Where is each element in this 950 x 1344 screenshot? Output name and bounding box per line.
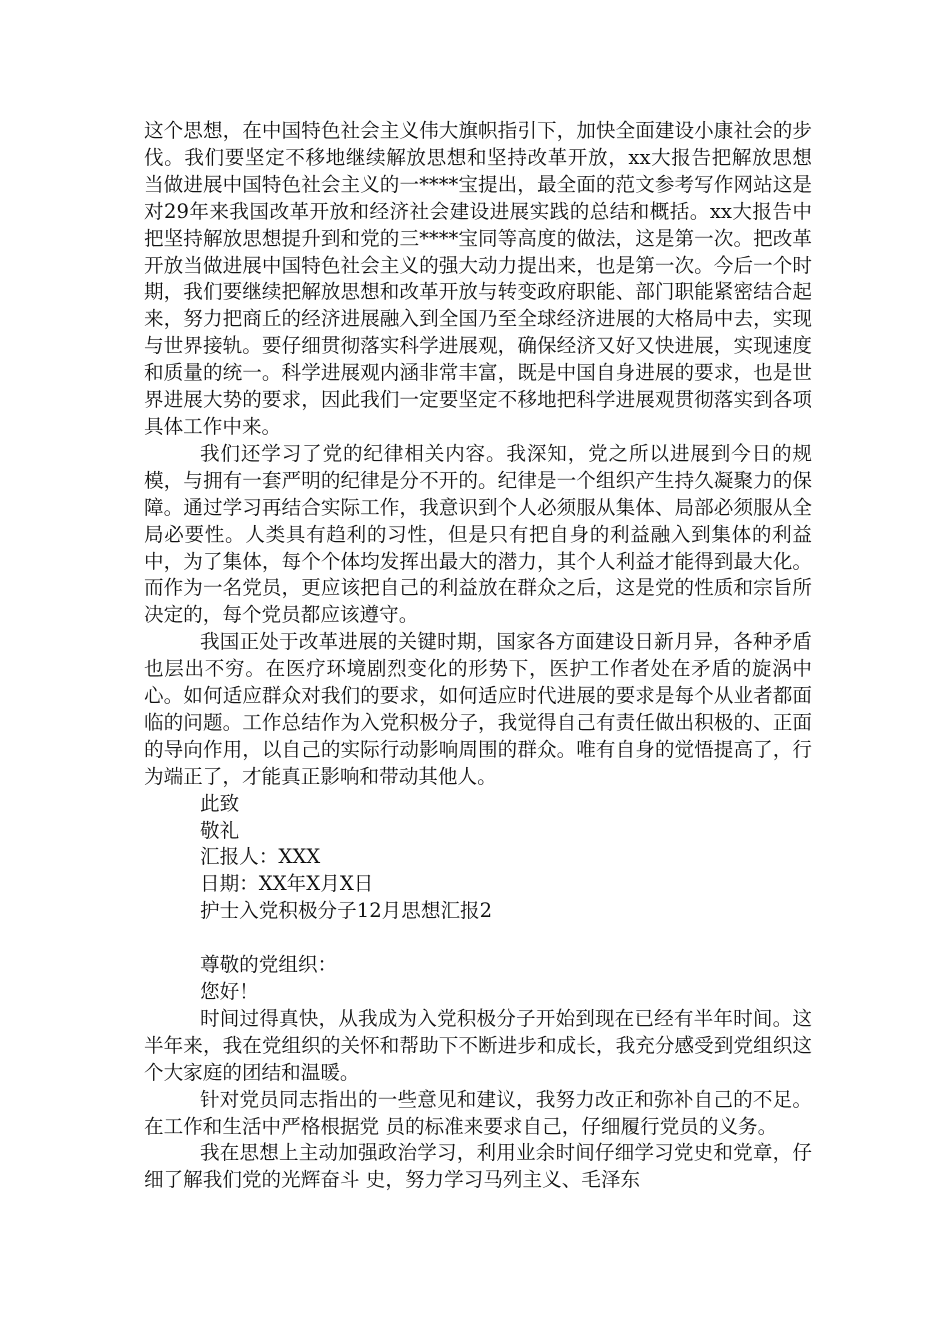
closing-line: 敬礼 — [200, 818, 240, 842]
section-title: 护士入党积极分子12月思想汇报2 — [200, 899, 493, 923]
document-page — [144, 118, 812, 1194]
reporter-line: 汇报人：XXX — [200, 845, 321, 869]
greeting: 您好！ — [200, 979, 259, 1003]
body-paragraph: 针对党员同志指出的一些意见和建议，我努力改正和弥补自己的不足。在工作和生活中严格根据党 员的标准来要求自己，仔细履行党员的义务。 — [144, 1087, 812, 1138]
body-paragraph: 我国正处于改革进展的关键时期，国家各方面建设日新月异，各种矛盾也层出不穷。在医疗环境剧烈变化的形势下，医护工作者处在矛盾的旋涡中心。如何适应群众对我们的要求，如何适应时代进展的要求是每个从业者都面临的问题。工作总结作为入党积极分子，我觉得自己有责任做出积极的、正面的导向作用，以自己的实际行动影响周围的群众。唯有自身的觉悟提高了，行为端正了，才能真正影响和带动其他人。 — [144, 630, 812, 788]
body-paragraph: 时间过得真快，从我成为入党积极分子开始到现在已经有半年时间。这半年来，我在党组织的关怀和帮助下不断进步和成长，我充分感受到党组织这个大家庭的团结和温暖。 — [144, 1006, 812, 1084]
closing-line: 此致 — [200, 791, 240, 815]
date-line: 日期：XX年X月X日 — [200, 872, 374, 896]
body-paragraph: 我们还学习了党的纪律相关内容。我深知，党之所以进展到今日的规模，与拥有一套严明的纪律是分不开的。纪律是一个组织产生持久凝聚力的保障。通过学习再结合实际工作，我意识到个人必须服从集体、局部必须服从全局必要性。人类具有趋利的习性，但是只有把自身的利益融入到集体的利益中，为了集体，每个个体均发挥出最大的潜力，其个人利益才能得到最大化。而作为一名党员，更应该把自己的利益放在群众之后，这是党的性质和宗旨所决定的，每个党员都应该遵守。 — [144, 441, 812, 627]
salutation: 尊敬的党组织： — [200, 953, 338, 977]
body-paragraph: 这个思想，在中国特色社会主义伟大旗帜指引下，加快全面建设小康社会的步伐。我们要坚定不移地继续解放思想和坚持改革开放，xx大报告把解放思想当做进展中国特色社会主义的一****宝提出，最全面的范文参考写作网站这是对29年来我国改革开放和经济社会建设进展实践的总结和概括。xx大报告中把坚持解放思想提升到和党的三****宝同等高度的做法，这是第一次。把改革开放当做进展中国特色社会主义的强大动力提出来，也是第一次。今后一个时期，我们要继续把解放思想和改革开放与转变政府职能、部门职能紧密结合起来，努力把商丘的经济进展融入到全国乃至全球经济进展的大格局中去，实现与世界接轨。要仔细贯彻落实科学进展观，确保经济又好又快进展，实现速度和质量的统一。科学进展观内涵非常丰富，既是中国自身进展的要求，也是世界进展大势的要求，因此我们一定要坚定不移地把科学进展观贯彻落实到各项具体工作中来。 — [144, 119, 812, 438]
body-paragraph: 我在思想上主动加强政治学习，利用业余时间仔细学习党史和党章，仔细了解我们党的光辉奋斗 史，努力学习马列主义、毛泽东 — [144, 1141, 812, 1192]
blank-line — [144, 925, 812, 952]
